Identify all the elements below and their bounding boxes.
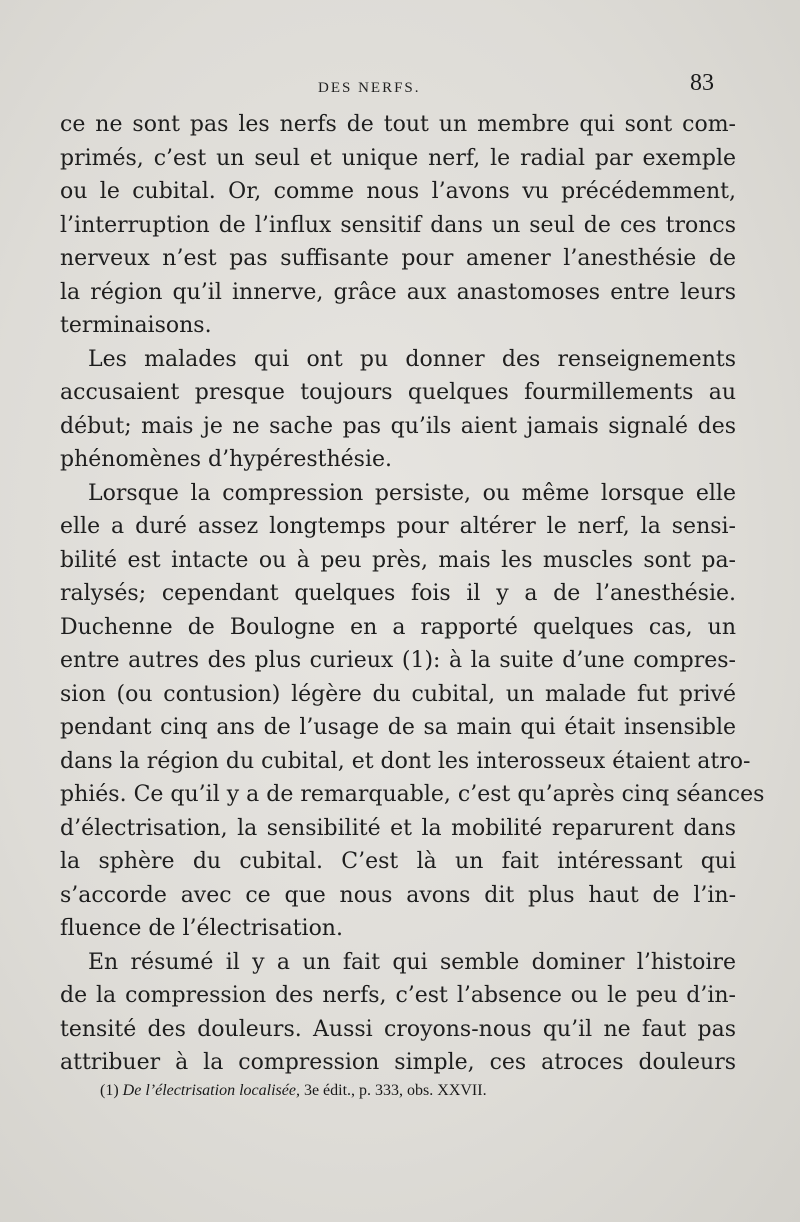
text-line: Duchenne de Boulogne en a rapporté quelques cas, un: [60, 614, 736, 640]
text-line: ralysés; cependant quelques fois il y a de l’anesthésie.: [60, 581, 736, 606]
text-line: nerveux n’est pas suffisante pour amener l’anesthésie de: [60, 246, 736, 271]
text-line: début; mais je ne sache pas qu’ils aient jamais signalé des: [60, 413, 736, 439]
text-line: pendant cinq ans de l’usage de sa main qui était insensible: [60, 715, 736, 740]
footnote-reference: 3e édit., p. 333, obs. XXVII.: [303, 1082, 487, 1099]
text-line: phénomènes d’hypéresthésie.: [60, 447, 393, 472]
text-line: la sphère du cubital. C’est là un fait intéressant qui: [60, 849, 736, 874]
text-line: fluence de l’électrisation.: [60, 916, 343, 941]
text-line: En résumé il y a un fait qui semble dominer l’histoire: [88, 949, 736, 975]
text-line: elle a duré assez longtemps pour altérer le nerf, la sensi-: [60, 514, 736, 539]
page-number: 83: [690, 70, 714, 96]
text-line: sion (ou contusion) légère du cubital, un malade fut privé: [60, 681, 736, 707]
text-line: de la compression des nerfs, c’est l’absence ou le peu d’in-: [60, 983, 736, 1008]
text-line: attribuer à la compression simple, ces atroces douleurs: [60, 1050, 736, 1075]
footnote-marker: (1): [100, 1082, 119, 1099]
footnote-title: De l’électrisation localisée,: [122, 1082, 300, 1099]
text-line: entre autres des plus curieux (1): à la suite d’une compres-: [60, 648, 736, 673]
text-line: phiés. Ce qu’il y a de remarquable, c’est qu’après cinq séances: [60, 782, 765, 807]
text-line: ce ne sont pas les nerfs de tout un membre qui sont com-: [60, 112, 736, 137]
text-line: la région qu’il innerve, grâce aux anastomoses entre leurs: [60, 279, 736, 305]
text-line: Les malades qui ont pu donner des renseignements: [88, 346, 736, 372]
text-line: tensité des douleurs. Aussi croyons-nous qu’il ne faut pas: [60, 1016, 736, 1042]
text-line: ou le cubital. Or, comme nous l’avons vu précédemment,: [60, 179, 736, 204]
text-line: terminaisons.: [60, 313, 212, 338]
text-line: Lorsque la compression persiste, ou même lorsque elle: [88, 480, 736, 506]
text-line: accusaient presque toujours quelques fourmillements au: [60, 380, 736, 405]
footnote: [100, 1082, 487, 1100]
text-line: d’électrisation, la sensibilité et la mobilité reparurent dans: [60, 815, 736, 841]
text-line: primés, c’est un seul et unique nerf, le radial par exemple: [60, 145, 736, 171]
text-line: s’accorde avec ce que nous avons dit plus haut de l’in-: [60, 882, 736, 908]
running-head: DES NERFS.: [318, 80, 421, 96]
text-line: bilité est intacte ou à peu près, mais les muscles sont pa-: [60, 547, 736, 573]
text-line: l’interruption de l’influx sensitif dans un seul de ces troncs: [60, 212, 736, 238]
body-text: [60, 108, 765, 1080]
text-line: dans la région du cubital, et dont les interosseux étaient atro-: [60, 748, 751, 774]
